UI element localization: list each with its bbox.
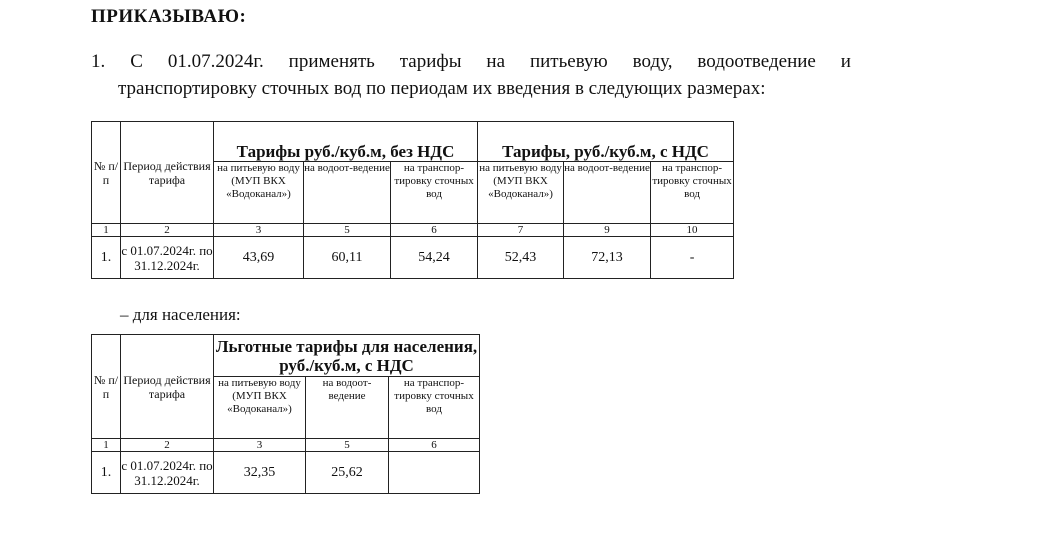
row-no: 1.: [92, 452, 121, 494]
header-period: Период действия тарифа: [121, 122, 214, 224]
value-transport-population: [389, 452, 480, 494]
header-period: Период действия тарифа: [121, 335, 214, 439]
index-cell: 3: [214, 224, 304, 237]
index-cell: 6: [391, 224, 478, 237]
index-cell: 2: [121, 224, 214, 237]
header-transport: на транспор-тировку сточных вод: [651, 162, 734, 224]
header-water: на питьевую воду (МУП ВКХ «Водоканал»): [214, 162, 304, 224]
header-no: № п/ п: [92, 122, 121, 224]
value-drain-population: 25,62: [306, 452, 389, 494]
index-cell: 9: [564, 224, 651, 237]
value-water-population: 32,35: [214, 452, 306, 494]
value-drain-vat: 72,13: [564, 237, 651, 279]
tariff-table-main: [91, 121, 734, 279]
index-cell: 1: [92, 224, 121, 237]
value-water-no-vat: 43,69: [214, 237, 304, 279]
index-cell: 2: [121, 439, 214, 452]
paragraph-line-1: [91, 48, 851, 75]
header-transport: на транспор-тировку сточных вод: [389, 377, 480, 439]
header-no: № п/ п: [92, 335, 121, 439]
value-drain-no-vat: 60,11: [304, 237, 391, 279]
word: 1.: [91, 51, 106, 72]
index-cell: 1: [92, 439, 121, 452]
paragraph-1: [91, 48, 851, 102]
header-water: на питьевую воду (МУП ВКХ «Водоканал»): [214, 377, 306, 439]
word: воду,: [632, 51, 673, 72]
tariff-table-population: [91, 334, 480, 494]
index-cell: 5: [306, 439, 389, 452]
header-drain: на водоот-ведение: [564, 162, 651, 224]
index-cell: 7: [478, 224, 564, 237]
population-label: – для населения:: [120, 305, 241, 324]
header-group-vat: Тарифы, руб./куб.м, с НДС: [478, 122, 734, 162]
header-transport: на транспор-тировку сточных вод: [391, 162, 478, 224]
index-cell: 6: [389, 439, 480, 452]
index-cell: 3: [214, 439, 306, 452]
table-row: [92, 452, 480, 494]
index-cell: 10: [651, 224, 734, 237]
header-group-no-vat: Тарифы руб./куб.м, без НДС: [214, 122, 478, 162]
word: 01.07.2024г.: [167, 51, 264, 72]
word: тарифы: [399, 51, 462, 72]
header-group-population: Льготные тарифы для населения, руб./куб.м, с НДС: [214, 335, 480, 377]
word: применять: [288, 51, 375, 72]
row-period: с 01.07.2024г. по 31.12.2024г.: [121, 237, 214, 279]
word: на: [486, 51, 506, 72]
paragraph-line-2: транспортировку сточных вод по периодам их введения в следующих размерах:: [118, 78, 766, 99]
index-cell: 5: [304, 224, 391, 237]
word: и: [840, 51, 851, 72]
header-drain: на водоот-ведение: [306, 377, 389, 439]
value-transport-vat: -: [651, 237, 734, 279]
row-period: с 01.07.2024г. по 31.12.2024г.: [121, 452, 214, 494]
word: питьевую: [529, 51, 608, 72]
table-row: [92, 237, 734, 279]
value-water-vat: 52,43: [478, 237, 564, 279]
header-water: на питьевую воду (МУП ВКХ «Водоканал»): [478, 162, 564, 224]
header-drain: на водоот-ведение: [304, 162, 391, 224]
value-transport-no-vat: 54,24: [391, 237, 478, 279]
order-heading: ПРИКАЗЫВАЮ:: [91, 6, 247, 27]
word: водоотведение: [697, 51, 816, 72]
row-no: 1.: [92, 237, 121, 279]
word: С: [130, 51, 143, 72]
